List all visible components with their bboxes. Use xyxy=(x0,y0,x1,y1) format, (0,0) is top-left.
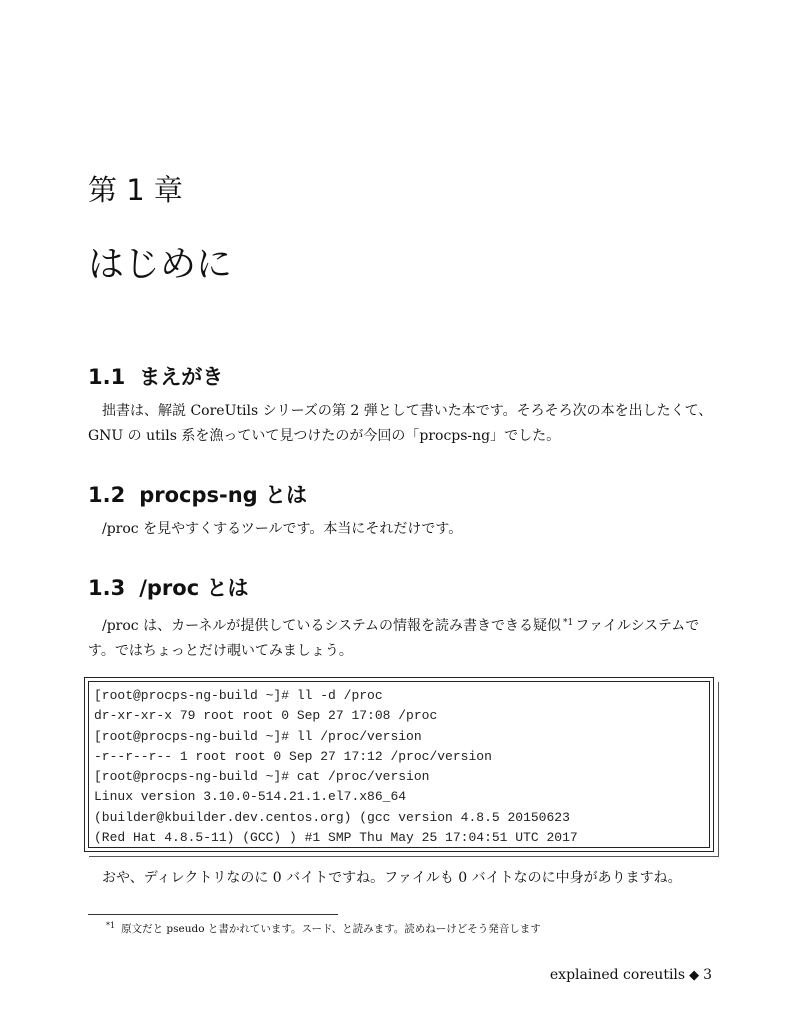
footnote-rule xyxy=(88,914,338,915)
after-code-paragraph xyxy=(88,866,714,891)
page-number: 3 xyxy=(703,967,712,983)
footnote-text: 原文だと pseudo と書かれています。スード、と読みます。読めねーけどそう発音します xyxy=(121,923,541,935)
page-footer xyxy=(550,967,712,983)
section-paragraph-1-3 xyxy=(88,611,714,664)
section-number: 1.3 xyxy=(88,576,126,600)
section-title: /proc とは xyxy=(139,576,249,600)
section-paragraph-1-1 xyxy=(88,399,714,449)
code-line: [root@procps-ng-build ~]# ll -d /proc xyxy=(94,688,383,703)
section-heading-1-2 xyxy=(88,479,307,509)
paragraph-text: おや、ディレクトリなのに 0 バイトですね。ファイルも 0 バイトなのに中身がありますね。 xyxy=(102,870,682,886)
section-heading-1-3 xyxy=(88,572,248,602)
code-line: dr-xr-xr-x 79 root root 0 Sep 27 17:08 /proc xyxy=(94,708,438,724)
code-line: (builder@kbuilder.dev.centos.org) (gcc version 4.8.5 20150623 xyxy=(94,809,570,825)
code-line: Linux version 3.10.0-514.21.1.el7.x86_64 xyxy=(94,789,407,805)
footnote-mark: *1 xyxy=(106,921,116,930)
chapter-title: はじめに xyxy=(88,244,233,285)
section-number: 1.2 xyxy=(88,483,126,507)
code-line: (Red Hat 4.8.5-11) (GCC) ) #1 SMP Thu May 25 17:04:51 UTC 2017 xyxy=(94,830,578,846)
section-title: procps-ng とは xyxy=(139,483,308,507)
paragraph-text xyxy=(88,611,714,664)
section-number: 1.1 xyxy=(88,365,126,389)
black-diamond-icon: ◆ xyxy=(689,968,700,983)
code-line: [root@procps-ng-build ~]# ll /proc/version xyxy=(94,728,422,744)
footnote xyxy=(106,918,541,937)
section-paragraph-1-2 xyxy=(88,517,714,542)
paragraph-text: /proc を見やすくするツールです。本当にそれだけです。 xyxy=(102,521,463,537)
code-line: -r--r--r-- 1 root root 0 Sep 27 17:12 /proc/version xyxy=(94,748,492,764)
footer-book-title: explained coreutils xyxy=(549,967,686,983)
paragraph-text-before-ref: /proc は、カーネルが提供しているシステムの情報を読み書きできる疑似 xyxy=(102,618,561,634)
code-line: [root@procps-ng-build ~]# cat /proc/version xyxy=(94,769,430,785)
paragraph-text-after-ref: ファイルシステムです。ではちょっとだけ覗いてみましょう。 xyxy=(88,618,700,659)
section-title: まえがき xyxy=(139,365,224,389)
code-block-inner xyxy=(88,681,710,848)
code-block xyxy=(84,677,714,852)
section-heading-1-1 xyxy=(88,361,223,391)
footnote-reference[interactable]: *1 xyxy=(563,618,574,628)
paragraph-text: 拙書は、解説 CoreUtils シリーズの第 2 弾として書いた本です。そろそろ次の本を出したくて、GNU の utils 系を漁っていて見つけたのが今回の「procps-ng」でした。 xyxy=(88,403,713,444)
chapter-number: 第 1 章 xyxy=(88,173,183,207)
